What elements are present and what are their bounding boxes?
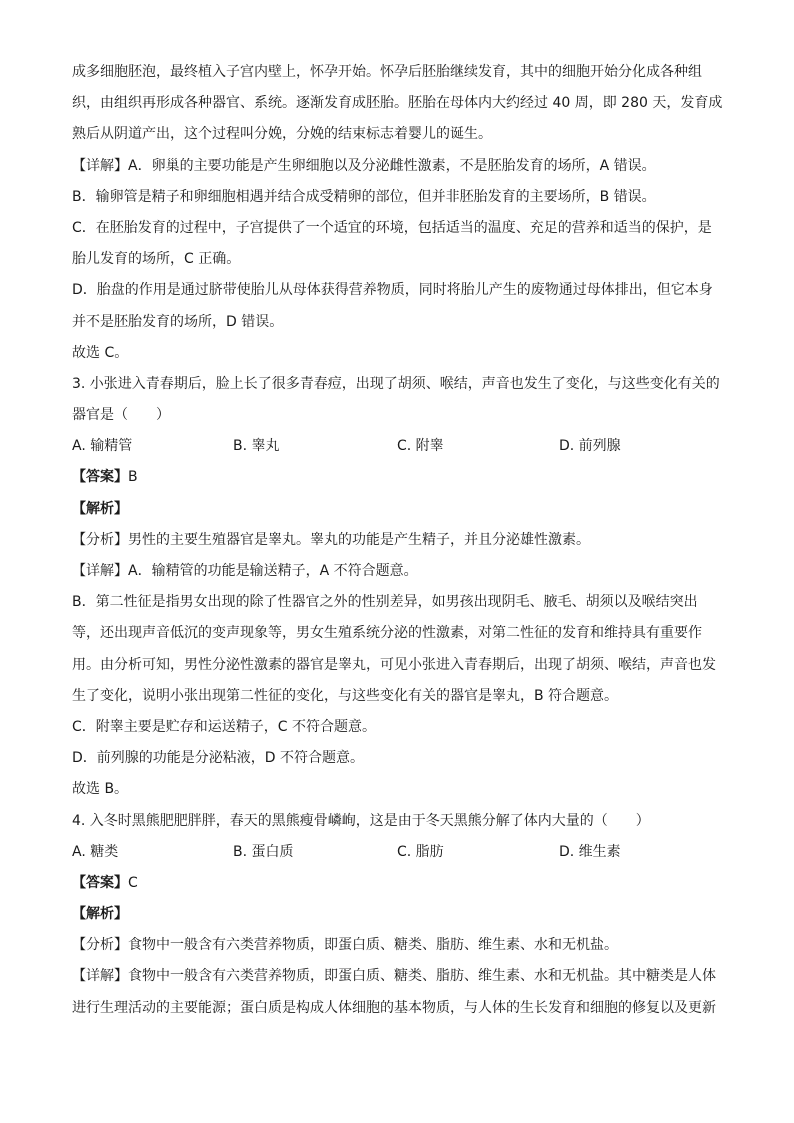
option-a: A. 糖类 — [72, 843, 119, 860]
answer-value: C — [128, 874, 138, 891]
answer-line — [72, 873, 728, 893]
question-stem: 4. 入冬时黑熊肥肥胖胖，春天的黑熊瘦骨嶙峋，这是由于冬天黑熊分解了体内大量的（ ） — [72, 812, 650, 829]
fenxi-line — [72, 530, 728, 550]
analysis-heading — [72, 499, 728, 519]
detail-tag: 【详解】 — [72, 563, 128, 579]
detail-tag: 【详解】 — [72, 157, 128, 174]
option-b: B. 蛋白质 — [233, 843, 294, 860]
detail-text: A．卵巢的主要功能是产生卵细胞以及分泌雌性激素，不是胚胎发育的场所，A 错误。 — [128, 157, 656, 174]
fenxi-tag: 【分析】 — [72, 531, 128, 548]
detail-line: D．前列腺的功能是分泌粘液，D 不符合题意。 — [72, 750, 365, 767]
detail-line: C．在胚胎发育的过程中，子宫提供了一个适宜的环境，包括适当的温度、充足的营养和适当的保护，是 — [72, 219, 712, 236]
analysis-heading — [72, 904, 728, 924]
option-a: A. 输精管 — [72, 438, 133, 455]
page-content — [72, 62, 728, 1029]
fenxi-line — [72, 935, 728, 955]
detail-line: D．胎盘的作用是通过脐带使胎儿从母体获得营养物质，同时将胎儿产生的废物通过母体排出，但它本身 — [72, 282, 713, 299]
detail-text: A．输精管的功能是输送精子，A 不符合题意。 — [128, 563, 418, 579]
paragraph-line: 织，由组织再形成各种器官、系统。逐渐发育成胚胎。胚胎在母体内大约经过 40 周，即 280 天，发育成 — [72, 95, 723, 112]
detail-text: 食物中一般含有六类营养物质，即蛋白质、糖类、脂肪、维生素、水和无机盐。其中糖类是人体 — [128, 968, 716, 985]
paragraph-line: 成多细胞胚泡，最终植入子宫内壁上，怀孕开始。怀孕后胚胎继续发育，其中的细胞开始分化成各种组 — [72, 64, 702, 80]
option-d: D. 前列腺 — [559, 438, 621, 455]
detail-line: 胎儿发育的场所，C 正确。 — [72, 251, 241, 268]
question-options — [72, 436, 728, 456]
option-b: B. 睾丸 — [233, 438, 280, 455]
question-stem: 器官是（ ） — [72, 407, 170, 424]
fenxi-text: 食物中一般含有六类营养物质，即蛋白质、糖类、脂肪、维生素、水和无机盐。 — [128, 937, 618, 954]
detail-tag: 【详解】 — [72, 968, 128, 985]
answer-tag: 【答案】 — [72, 874, 128, 891]
answer-value: B — [128, 469, 138, 486]
answer-tag: 【答案】 — [72, 469, 128, 486]
option-c: C. 脂肪 — [397, 843, 444, 860]
answer-line — [72, 467, 728, 487]
detail-line: 进行生理活动的主要能源；蛋白质是构成人体细胞的基本物质，与人体的生长发育和细胞的修复以及更新 — [72, 999, 716, 1016]
analysis-tag: 【解析】 — [72, 500, 128, 517]
detail-line: 用。由分析可知，男性分泌性激素的器官是睾丸，可见小张进入青春期后，出现了胡须、喉结，声音也发 — [72, 656, 716, 673]
option-c: C. 附睾 — [397, 438, 444, 455]
detail-line: B．第二性征是指男女出现的除了性器官之外的性别差异，如男孩出现阴毛、腋毛、胡须以及喉结突出 — [72, 594, 698, 611]
detail-line: 并不是胚胎发育的场所，D 错误。 — [72, 313, 284, 330]
conclusion-line: 故选 B。 — [72, 781, 129, 798]
detail-line: 等，还出现声音低沉的变声现象等，男女生殖系统分泌的性激素，对第二性征的发育和维持具有重要作 — [72, 625, 702, 642]
analysis-tag: 【解析】 — [72, 906, 128, 923]
detail-line — [72, 156, 728, 176]
paragraph-line: 熟后从阴道产出，这个过程叫分娩，分娩的结束标志着婴儿的诞生。 — [72, 126, 492, 143]
question-options — [72, 842, 728, 862]
fenxi-tag: 【分析】 — [72, 937, 128, 954]
detail-line — [72, 966, 728, 986]
detail-line: C．附睾主要是贮存和运送精子，C 不符合题意。 — [72, 718, 376, 735]
fenxi-text: 男性的主要生殖器官是睾丸。睾丸的功能是产生精子，并且分泌雄性激素。 — [128, 531, 590, 548]
option-d: D. 维生素 — [559, 843, 621, 860]
detail-line: B．输卵管是精子和卵细胞相遇并结合成受精卵的部位，但并非胚胎发育的主要场所，B 错误。 — [72, 188, 656, 205]
conclusion-line: 故选 C。 — [72, 344, 129, 361]
detail-line: 生了变化，说明小张出现第二性征的变化，与这些变化有关的器官是睾丸，B 符合题意。 — [72, 687, 619, 704]
question-stem: 3. 小张进入青春期后，脸上长了很多青春痘，出现了胡须、喉结，声音也发生了变化，与这些变化有关的 — [72, 375, 720, 392]
detail-line — [72, 561, 728, 581]
